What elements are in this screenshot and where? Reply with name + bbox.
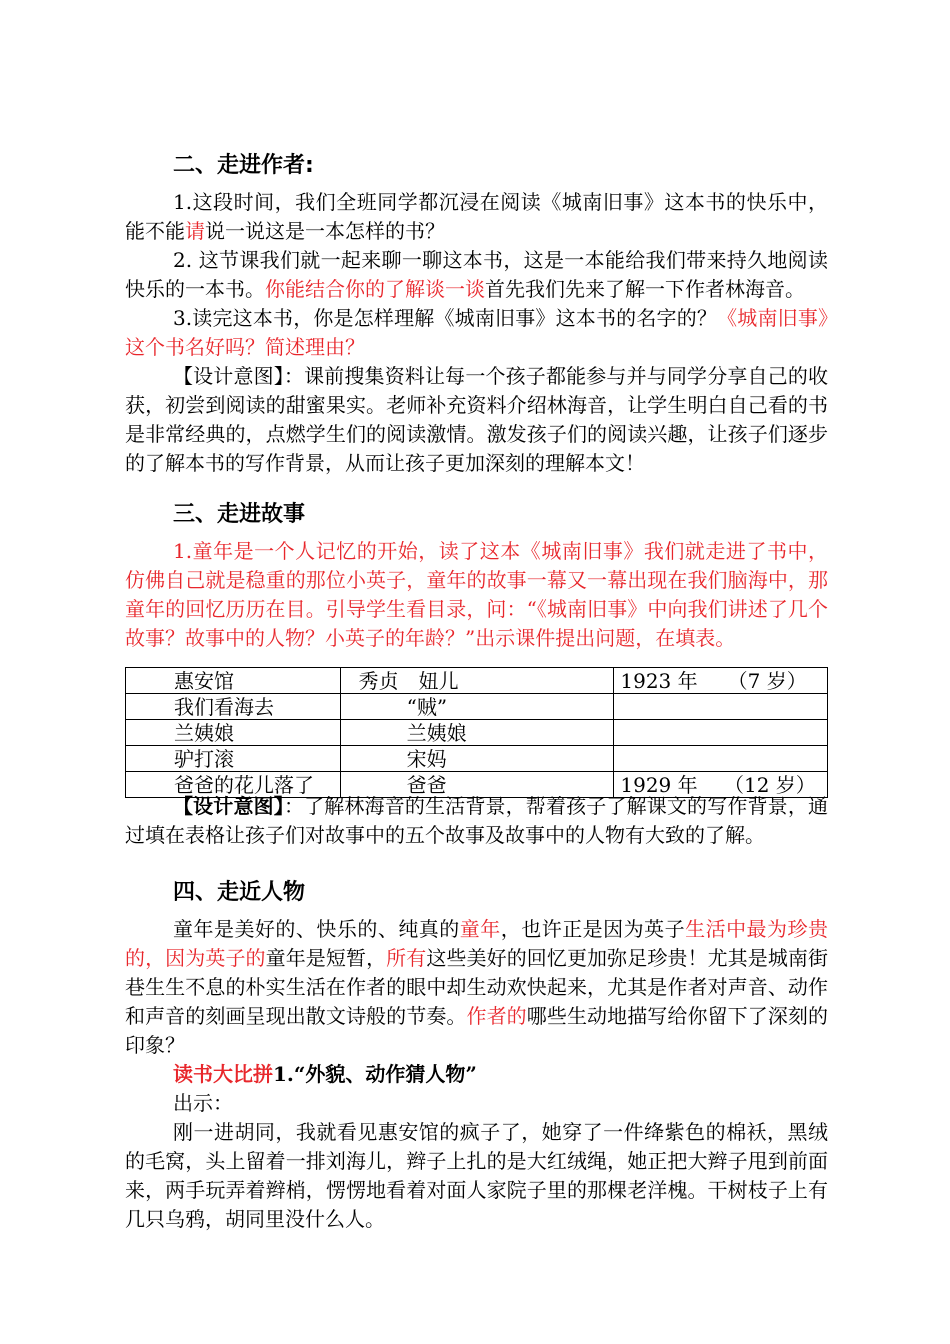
story-paragraph-1: 1.童年是一个人记忆的开始，读了这本《城南旧事》我们就走进了书中，仿佛自己就是稳重的那位小英子，童年的故事一幕又一幕出现在我们脑海中，那童年的回忆历历在目。引导学生看目录，问：“《城南旧事》中向我们讲述了几个故事？故事中的人物？小英子的年龄？”出示课件提出问题，在填表。 [125, 539, 828, 650]
game-title: 读书大比拼1.“外貌、动作猜人物” [173, 1062, 477, 1086]
section-characters-body [125, 915, 828, 1234]
quote-paragraph: 刚一进胡同，我就看见惠安馆的疯子了，她穿了一件绛紫色的棉袄，黑绒的毛窝，头上留着一排刘海儿，辫子上扎的是大红绒绳，她正把大辫子甩到前面来，两手玩弄着辫梢，愣愣地看着对面人家院子里的那棵老洋槐。干树枝子上有几只乌鸦，胡同里没什么人。 [125, 1120, 828, 1231]
section-story-intro [125, 537, 828, 653]
section-title-story: 三、走进故事 [173, 502, 306, 527]
table-row: 爸爸的花儿落了 爸爸 1929 年 （12 岁） [126, 772, 828, 798]
table-row: 兰姨娘 兰姨娘 [126, 720, 828, 746]
paragraph-2: 2. 这节课我们就一起来聊一聊这本书，这是一本能给我们带来持久地阅读快乐的一本书。你能结合你的了解谈一谈首先我们先来了解一下作者林海音。 [125, 248, 828, 301]
characters-paragraph: 童年是美好的、快乐的、纯真的童年，也许正是因为英子生活中最为珍贵的，因为英子的童年是短暂，所有这些美好的回忆更加弥足珍贵！尤其是城南街巷生生不息的朴实生活在作者的眼中却生动欢快起来，尤其是作者对声音、动作和声音的刻画呈现出散文诗般的节奏。作者的哪些生动地描写给你留下了深刻的印象？ [125, 917, 829, 1057]
section-author-body [125, 188, 828, 478]
section-title-characters: 四、走近人物 [173, 880, 306, 905]
table-row: 我们看海去 “贼” [126, 694, 828, 720]
table-row: 驴打滚 宋妈 [126, 746, 828, 772]
table-row: 惠安馆 秀贞 妞儿 1923 年 （7 岁） [126, 668, 828, 694]
show-label: 出示： [173, 1091, 233, 1115]
design-intent-2: 【设计意图】：了解林海音的生活背景，帮着孩子了解课文的写作背景，通过填在表格让孩子们对故事中的五个故事及故事中的人物有大致的了解。 [125, 794, 828, 847]
paragraph-1: 1.这段时间，我们全班同学都沉浸在阅读《城南旧事》这本书的快乐中，能不能请说一说这是一本怎样的书？ [125, 190, 828, 243]
section-title-author: 二、走进作者: [173, 153, 314, 178]
design-intent-1: 【设计意图】：课前搜集资料让每一个孩子都能参与并与同学分享自己的收获，初尝到阅读的甜蜜果实。老师补充资料介绍林海音，让学生明白自己看的书是非常经典的，点燃学生们的阅读激情。激发孩子们的阅读兴趣，让孩子们逐步的了解本书的写作背景，从而让孩子更加深刻的理解本文！ [125, 364, 828, 475]
stories-table [125, 667, 828, 798]
paragraph-3: 3.读完这本书，你是怎样理解《城南旧事》这本书的名字的？《城南旧事》这个书名好吗？简述理由？ [125, 306, 829, 359]
